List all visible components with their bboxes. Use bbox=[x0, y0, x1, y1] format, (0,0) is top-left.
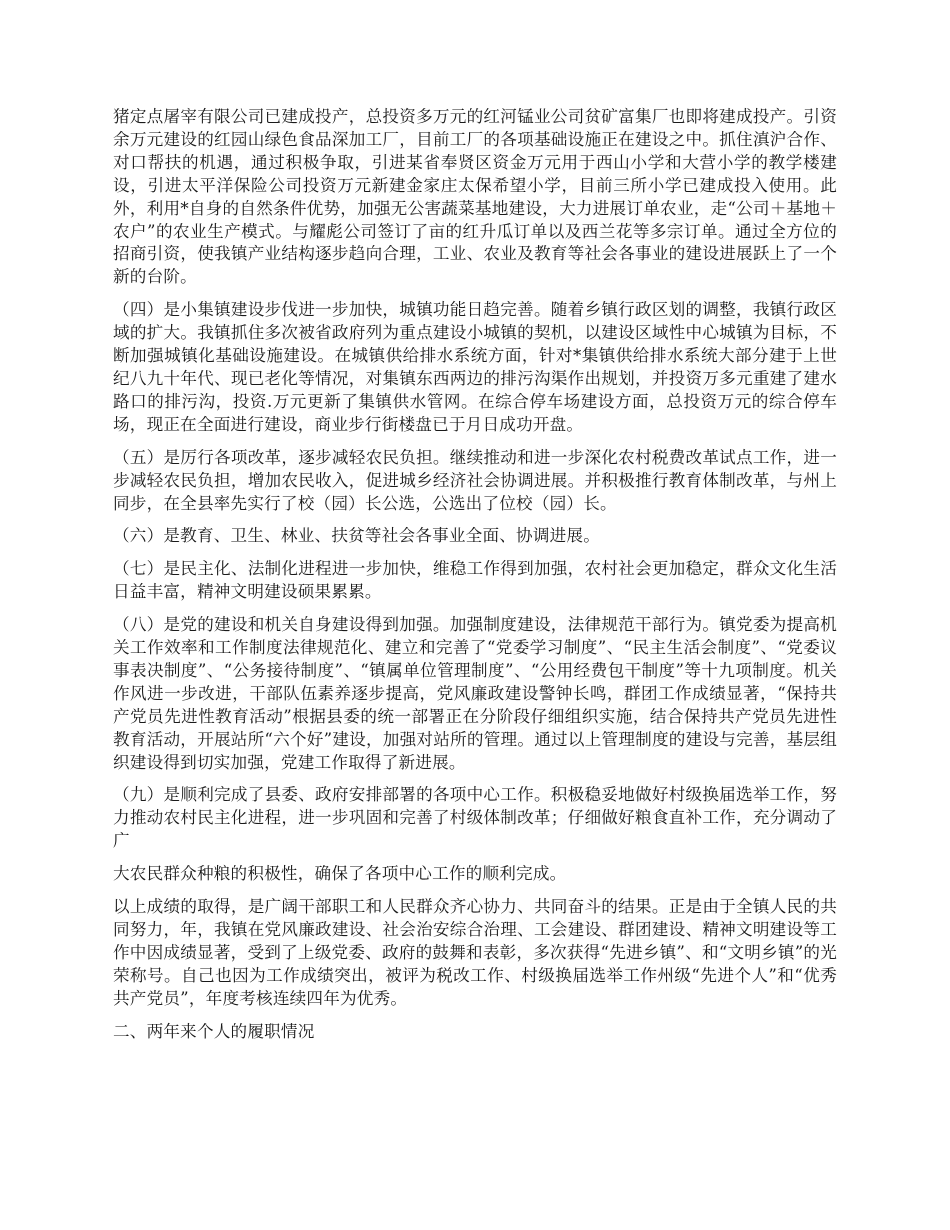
paragraph-investment: 猪定点屠宰有限公司已建成投产，总投资多万元的红河锰业公司贫矿富集厂也即将建成投产。引资余万元建设的红园山绿色食品深加工厂，目前工厂的各项基础设施正在建设之中。抓住滇沪合作、对口帮扶的机遇，通过积极争取，引进某省奉贤区资金万元用于西山小学和大营小学的教学楼建设，引进太平洋保险公司投资万元新建金家庄太保希望小学，目前三所小学已建成投入使用。此外，利用*自身的自然条件优势，加强无公害蔬菜基地建设，大力进展订单农业，走“公司＋基地＋农户”的农业生产模式。与耀彪公司签订了亩的红升瓜订单以及西兰花等多宗订单。通过全方位的招商引资，使我镇产业结构逐步趋向合理，工业、农业及教育等社会各事业的建设进展跃上了一个新的台阶。 bbox=[113, 107, 837, 287]
paragraph-social-undertakings: （六）是教育、卫生、林业、扶贫等社会各事业全面、协调进展。 bbox=[113, 526, 601, 546]
document-body bbox=[113, 106, 837, 1054]
paragraph-central-work: （九）是顺利完成了县委、政府安排部署的各项中心工作。积极稳妥地做好村级换届选举工作，努力推动农村民主化进程，进一步巩固和完善了村级体制改革；仔细做好粮食直补工作，充分调动了广 bbox=[113, 785, 837, 851]
paragraph-achievements-summary: 以上成绩的取得，是广阔干部职工和人民群众齐心协力、共同奋斗的结果。正是由于全镇人民的共同努力，年，我镇在党风廉政建设、社会治安综合治理、工会建设、群团建设、精神文明建设等工作中因成绩显著，受到了上级党委、政府的鼓舞和表彰，多次获得“先进乡镇”、和“文明乡镇”的光荣称号。自己也因为工作成绩突出，被评为税改工作、村级换届选举工作州级“先进个人”和“优秀共产党员”，年度考核连续四年为优秀。 bbox=[113, 897, 837, 1008]
paragraph-town-construction: （四）是小集镇建设步伐进一步加快，城镇功能日趋完善。随着乡镇行政区划的调整，我镇行政区域的扩大。我镇抓住多次被省政府列为重点建设小城镇的契机，以建设区域性中心城镇为目标，不断加强城镇化基础设施建设。在城镇供给排水系统方面，针对*集镇供给排水系统大部分建于上世纪八九十年代、现已老化等情况，对集镇东西两边的排污沟渠作出规划，并投资万多元重建了建水路口的排污沟，投资.万元更新了集镇供水管网。在综合停车场建设方面，总投资万元的综合停车场，现正在全面进行建设，商业步行街楼盘已于月日成功开盘。 bbox=[113, 300, 837, 434]
section-heading-duties: 二、两年来个人的履职情况 bbox=[113, 1021, 315, 1041]
paragraph-continuation: 大农民群众种粮的积极性，确保了各项中心工作的顺利完成。 bbox=[113, 864, 567, 884]
paragraph-reform: （五）是厉行各项改革，逐步减轻农民负担。继续推动和进一步深化农村税费改革试点工作，进一步减轻农民负担，增加农民收入，促进城乡经济社会协调进展。并积极推行教育体制改革，与州上同步，在全县率先实行了校（园）长公选，公选出了位校（园）长。 bbox=[113, 447, 837, 513]
paragraph-party-building: （八）是党的建设和机关自身建设得到加强。加强制度建设，法律规范干部行为。镇党委为提高机关工作效率和工作制度法律规范化、建立和完善了“党委学习制度”、“民主生活会制度”、“党委议事表决制度”、“公务接待制度”、“镇属单位管理制度”、“公用经费包干制度”等十九项制度。机关作风进一步改进，干部队伍素养逐步提高，党风廉政建设警钟长鸣，群团工作成绩显著，“保持共产党员先进性教育活动”根据县委的统一部署正在分阶段仔细组织实施，结合保持共产党员先进性教育活动，开展站所“六个好”建设，加强对站所的管理。通过以上管理制度的建设与完善，基层组织建设得到切实加强，党建工作取得了新进展。 bbox=[113, 615, 837, 772]
paragraph-democracy-legal: （七）是民主化、法制化进程进一步加快，维稳工作得到加强，农村社会更加稳定，群众文化生活日益丰富，精神文明建设硕果累累。 bbox=[113, 559, 837, 602]
